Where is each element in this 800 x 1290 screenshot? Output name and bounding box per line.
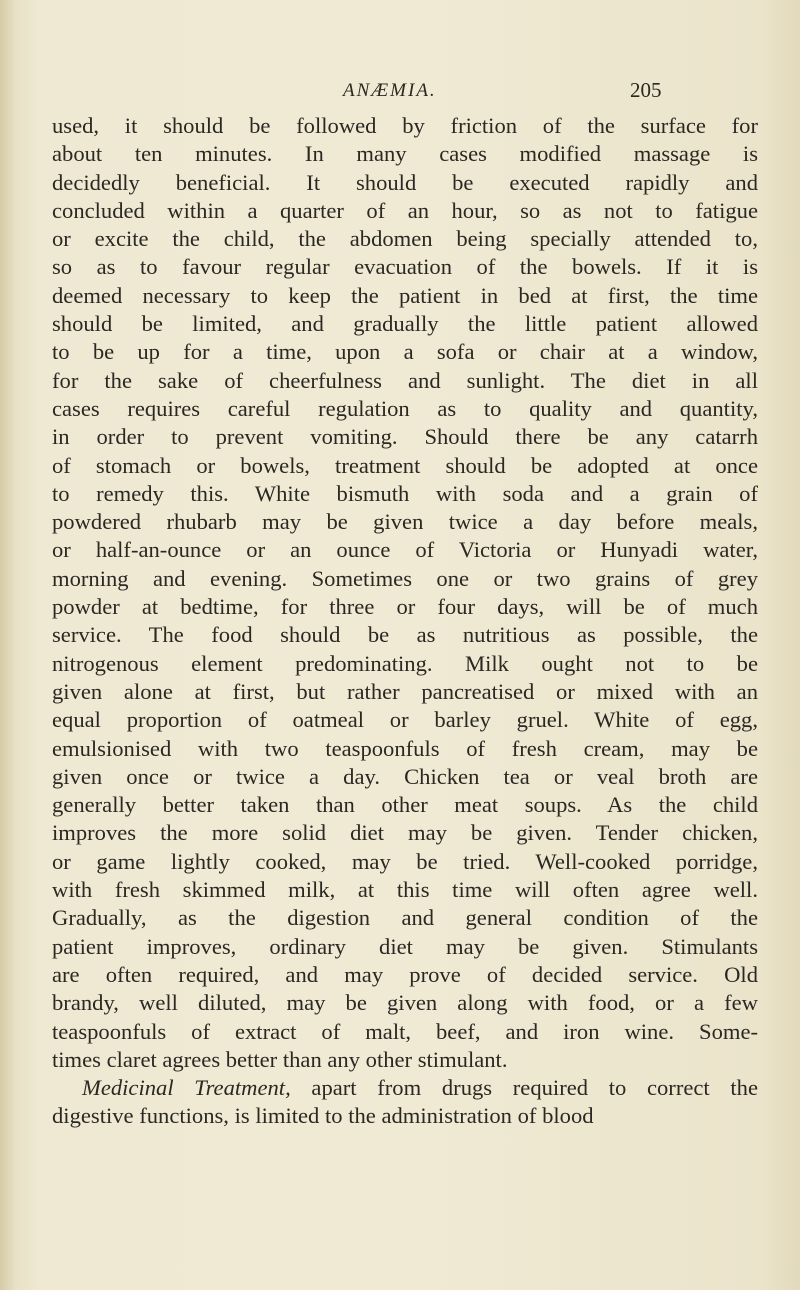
text-line: nitrogenous element predominating. Milk ought not to be [52, 650, 758, 676]
text-line: emulsionised with two teaspoonfuls of fresh cream, may be [52, 735, 758, 761]
page-number: 205 [630, 78, 662, 102]
paragraph-1 [52, 112, 758, 1074]
text-line: used, it should be followed by friction of the surface for [52, 113, 758, 138]
text-line: should be limited, and gradually the little patient allowed [52, 311, 758, 337]
text-line: decidedly beneficial. It should be executed rapidly and [52, 169, 758, 195]
text-line: concluded within a quarter of an hour, so as not to fatigue [52, 197, 758, 223]
text-line: with fresh skimmed milk, at this time will often agree well. [52, 877, 758, 903]
body-text [52, 112, 758, 1131]
text-line: to be up for a time, upon a sofa or chair at a window, [52, 339, 758, 365]
paragraph-2 [52, 1074, 758, 1131]
running-head-title: ANÆMIA. [343, 80, 437, 101]
page-gutter-shadow [0, 0, 14, 1290]
text-line: morning and evening. Sometimes one or two grains of grey [52, 565, 758, 591]
running-head [0, 78, 800, 108]
text-line: deemed necessary to keep the patient in bed at first, the time [52, 282, 758, 308]
text-line: times claret agrees better than any other stimulant. [52, 1046, 508, 1072]
text-line: are often required, and may prove of decided service. Old [52, 961, 758, 987]
text-line: for the sake of cheerfulness and sunlight. The diet in all [52, 367, 758, 393]
text-line: Gradually, as the digestion and general condition of the [52, 905, 758, 931]
paragraph-2-first-line [52, 1074, 758, 1102]
text-line: improves the more solid diet may be given. Tender chicken, [52, 820, 758, 846]
text-line: in order to prevent vomiting. Should there be any catarrh [52, 424, 758, 450]
text-line: or half-an-ounce or an ounce of Victoria or Hunyadi water, [52, 537, 758, 563]
text-line: generally better taken than other meat soups. As the child [52, 792, 758, 818]
text-line: cases requires careful regulation as to quality and quantity, [52, 395, 758, 421]
text-line: equal proportion of oatmeal or barley gruel. White of egg, [52, 707, 758, 733]
text-line: so as to favour regular evacuation of the bowels. If it is [52, 254, 758, 280]
section-heading-italic: Medicinal Treatment, [82, 1075, 291, 1101]
text-line: given alone at first, but rather pancreatised or mixed with an [52, 678, 758, 704]
text-line: brandy, well diluted, may be given along with food, or a few [52, 990, 758, 1016]
text-line: patient improves, ordinary diet may be given. Stimulants [52, 933, 758, 959]
text-line: service. The food should be as nutritious as possible, the [52, 622, 758, 648]
text-line: powder at bedtime, for three or four days, will be of much [52, 594, 758, 620]
text-line: or game lightly cooked, may be tried. Well-cooked porridge, [52, 848, 758, 874]
text-line: given once or twice a day. Chicken tea or veal broth are [52, 763, 758, 789]
text-line: powdered rhubarb may be given twice a day before meals, [52, 509, 758, 535]
text-line: of stomach or bowels, treatment should be adopted at once [52, 452, 758, 478]
text-line: about ten minutes. In many cases modified massage is [52, 141, 758, 167]
text-line: teaspoonfuls of extract of malt, beef, and iron wine. Some- [52, 1018, 758, 1044]
text-line: to remedy this. White bismuth with soda and a grain of [52, 480, 758, 506]
text-line: or excite the child, the abdomen being specially attended to, [52, 226, 758, 252]
text-line: digestive functions, is limited to the administration of blood [52, 1103, 594, 1129]
paragraph-2-first-line-text: apart from drugs required to correct the [290, 1075, 758, 1101]
